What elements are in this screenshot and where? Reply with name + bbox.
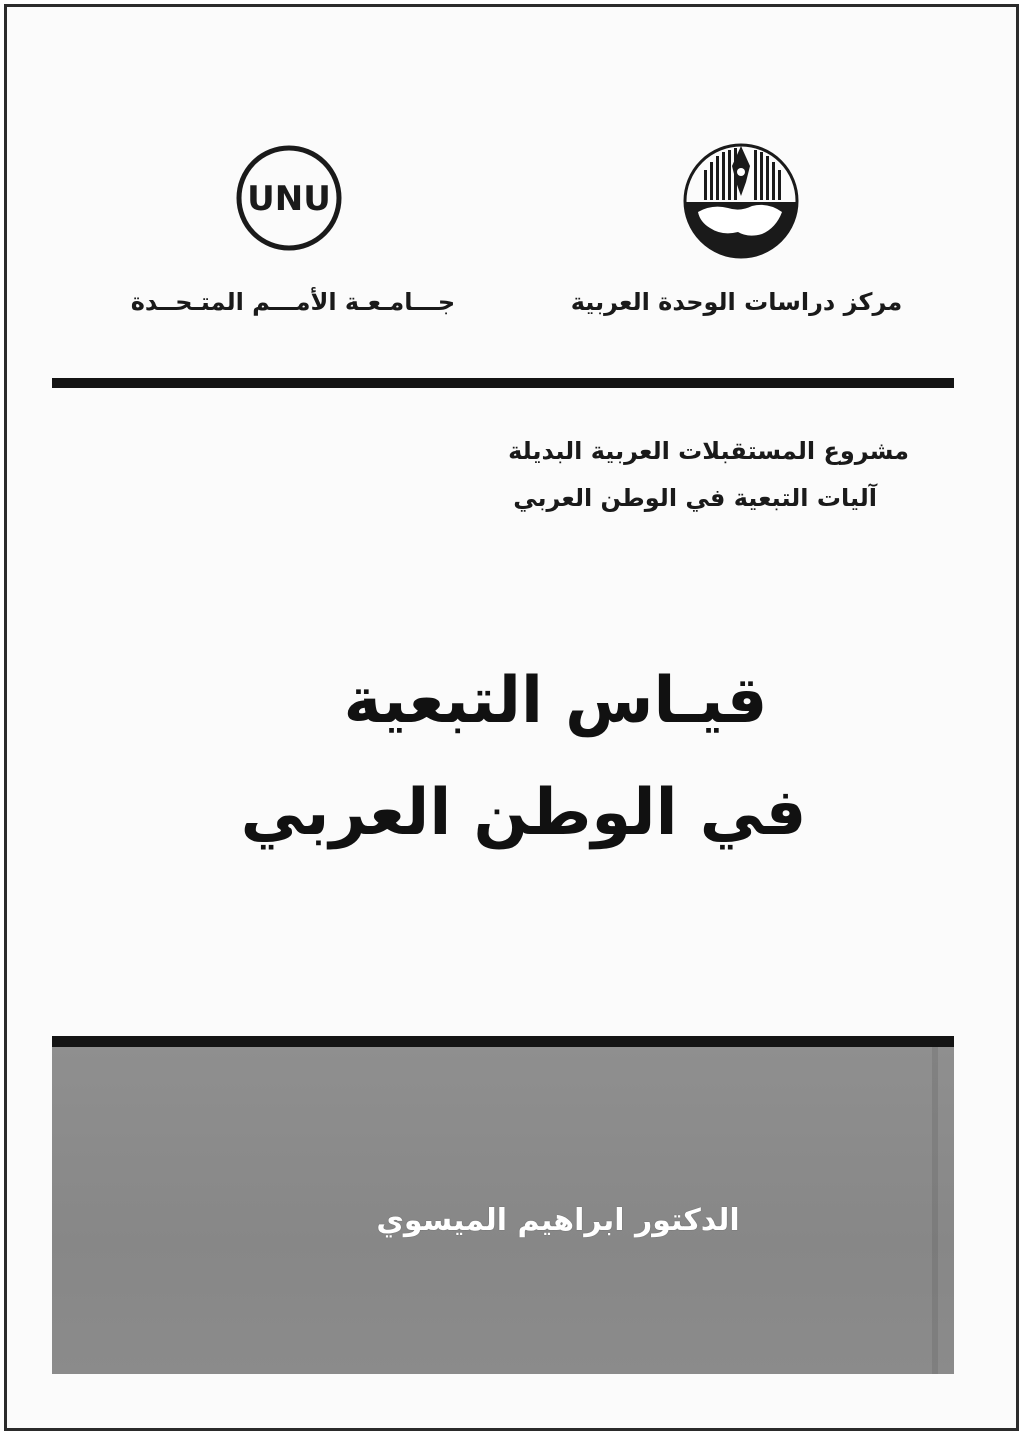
unu-logo-icon — [233, 142, 345, 254]
top-divider — [52, 378, 954, 388]
series-subtitle: آليات التبعية في الوطن العربي — [513, 484, 877, 512]
publisher-name-caus: مركز دراسات الوحدة العربية — [570, 288, 903, 316]
author-name: الدكتور ابراهيم الميسوي — [376, 1203, 740, 1238]
author-name-container — [52, 1203, 954, 1238]
publisher-name-unu: جـــامـعـة الأمـــم المتـحــدة — [130, 288, 456, 316]
bottom-divider — [52, 1036, 954, 1047]
caus-emblem-icon — [682, 142, 800, 260]
book-title-line-2: في الوطن العربي — [240, 776, 807, 850]
series-project-name: مشروع المستقبلات العربية البديلة — [508, 437, 909, 465]
book-title-line-1: قيـاس التبعية — [343, 664, 768, 738]
unu-logo-text: UNU — [247, 179, 331, 219]
